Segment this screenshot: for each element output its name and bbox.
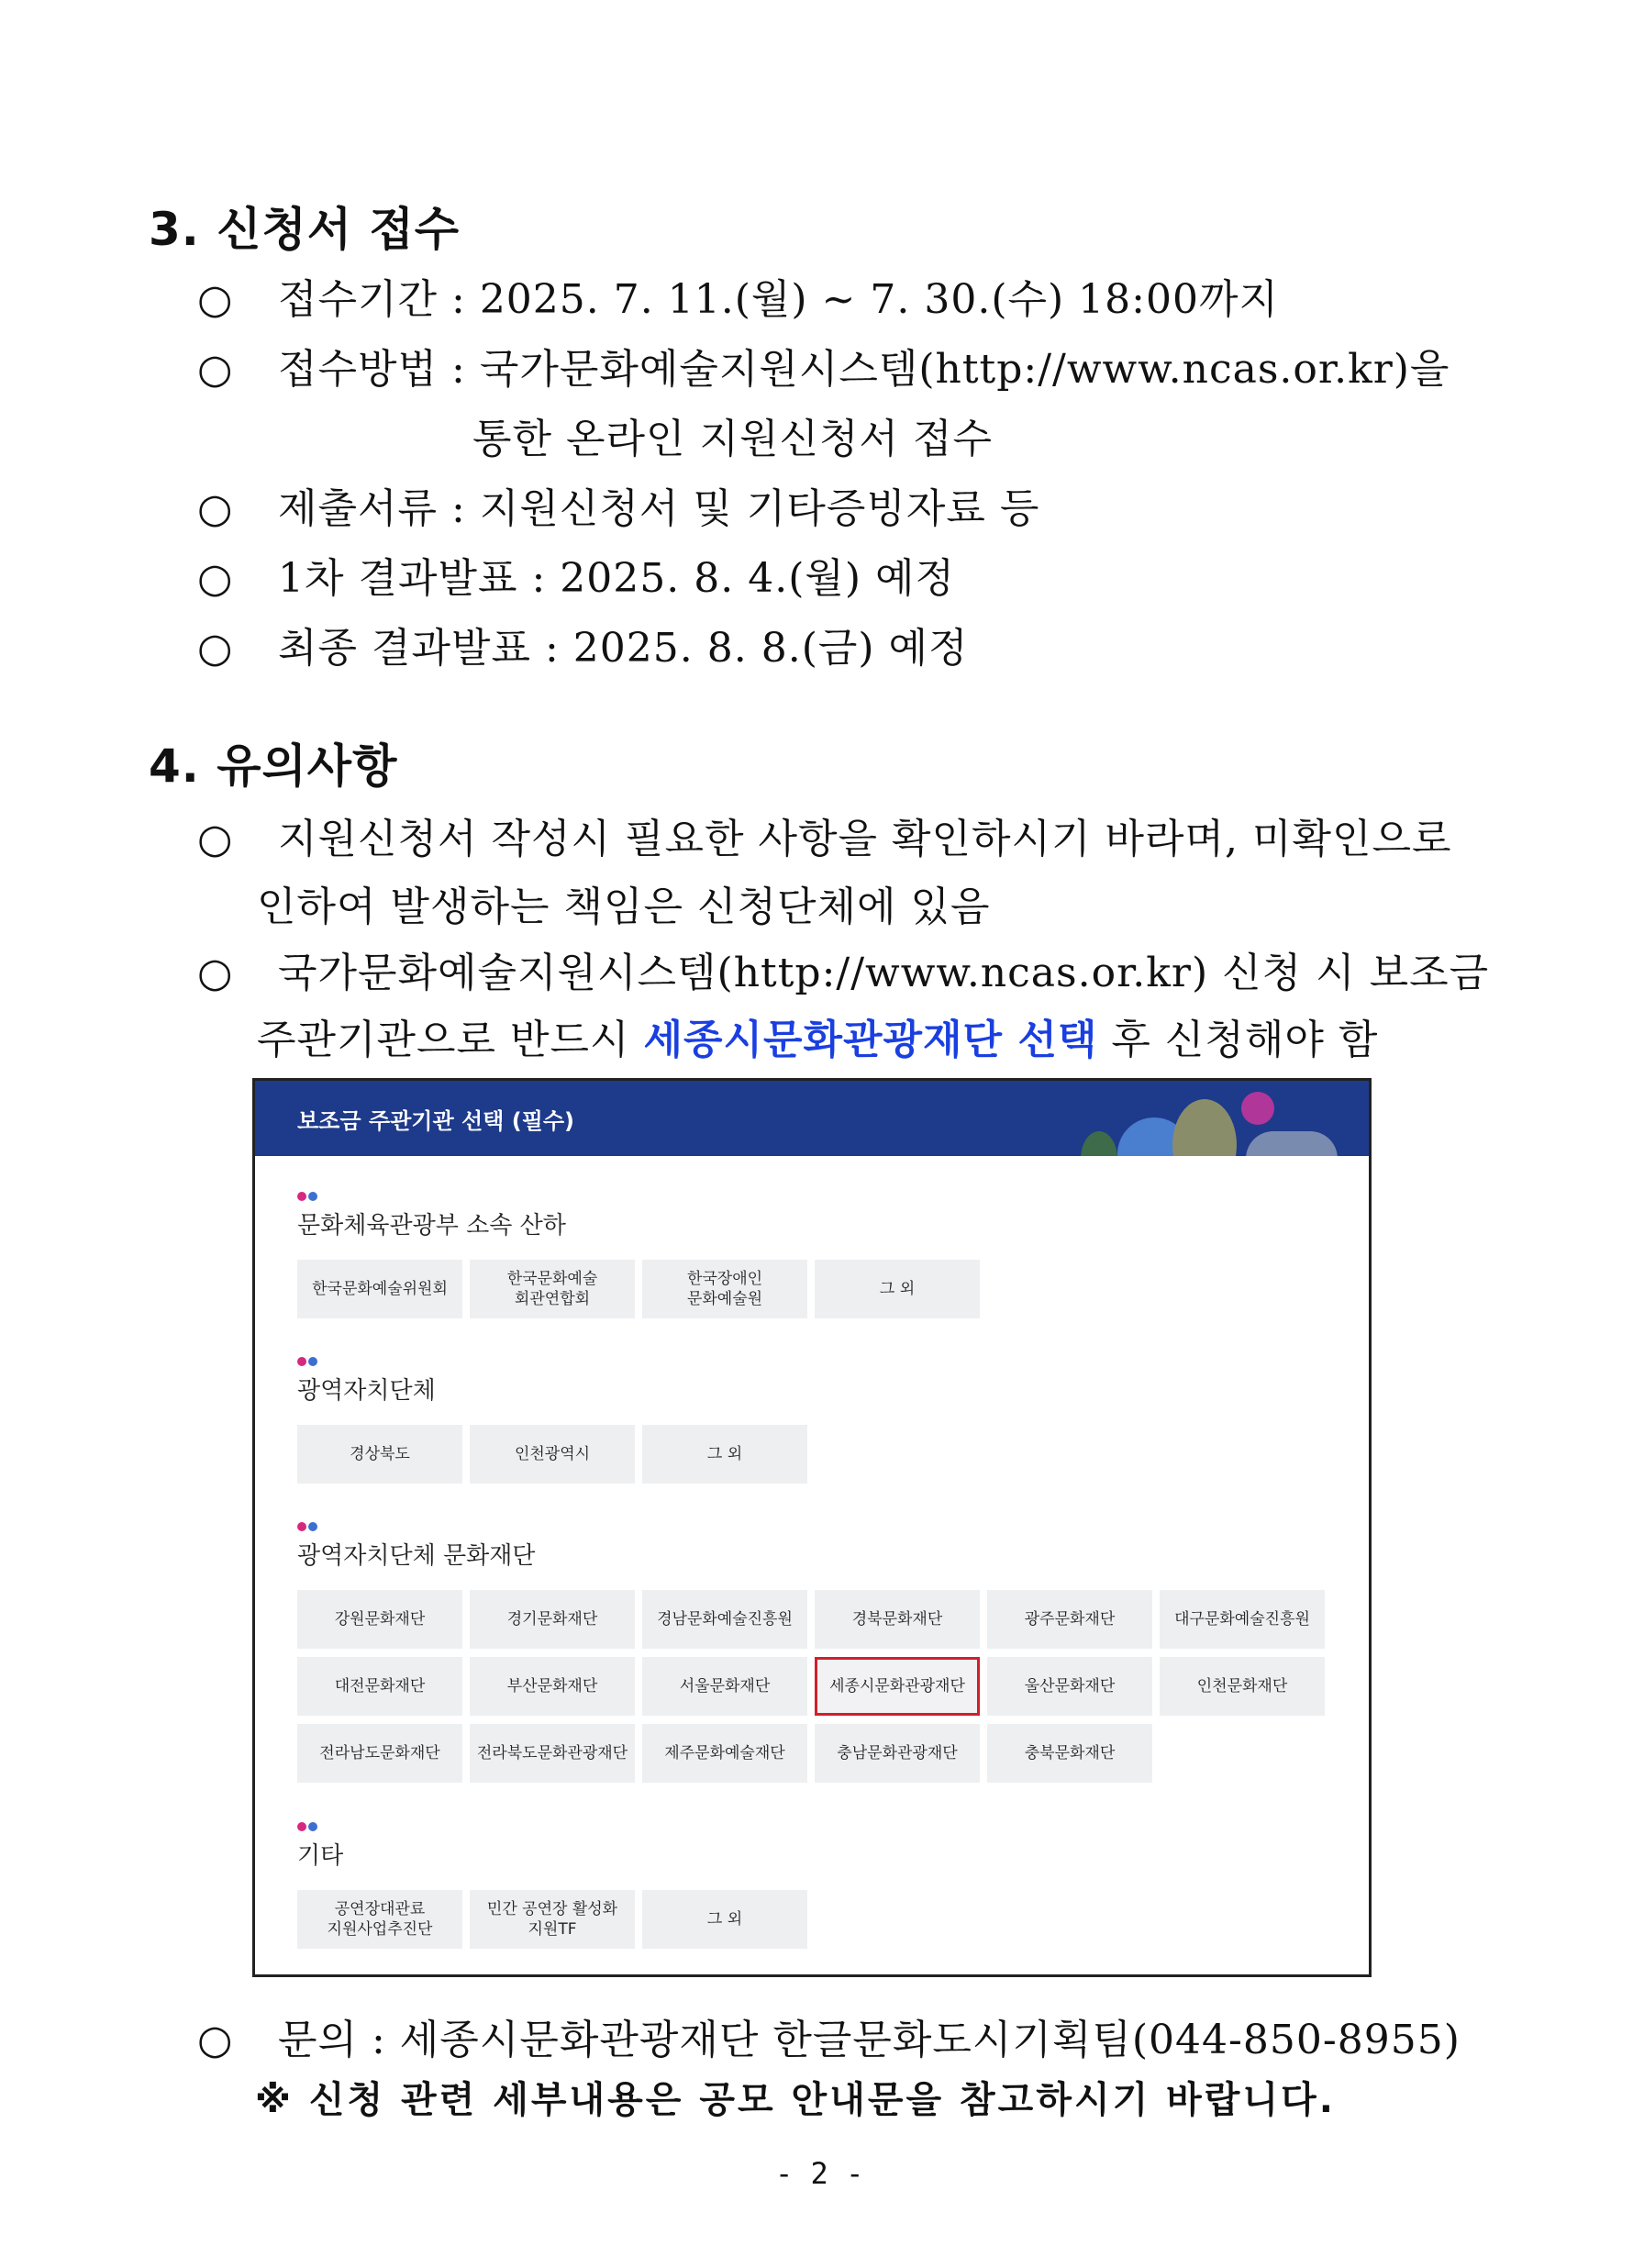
- decoration-shape: [1246, 1131, 1338, 1156]
- group-title-local-gov: 광역자치단체: [297, 1377, 436, 1405]
- option-button[interactable]: 한국장애인 문화예술원: [642, 1260, 807, 1318]
- option-button[interactable]: 민간 공연장 활성화 지원TF: [470, 1890, 635, 1949]
- option-button[interactable]: 공연장대관료 지원사업추진단: [297, 1890, 462, 1949]
- option-button[interactable]: 한국문화예술위원회: [297, 1260, 462, 1318]
- group-title-ministry: 문화체육관광부 소속 산하: [297, 1212, 566, 1240]
- option-button[interactable]: 광주문화재단: [987, 1590, 1152, 1649]
- option-button[interactable]: 충남문화관광재단: [815, 1724, 980, 1783]
- option-button[interactable]: 강원문화재단: [297, 1590, 462, 1649]
- option-button[interactable]: 울산문화재단: [987, 1657, 1152, 1716]
- option-button[interactable]: 제주문화예술재단: [642, 1724, 807, 1783]
- option-button[interactable]: 인천문화재단: [1160, 1657, 1325, 1716]
- option-button[interactable]: 경북문화재단: [815, 1590, 980, 1649]
- option-button[interactable]: 그 외: [642, 1890, 807, 1949]
- receipt-period: ○ 접수기간 : 2025. 7. 11.(월) ~ 7. 30.(수) 18:00까지: [197, 276, 1279, 323]
- section-dots: [297, 1818, 319, 1835]
- group-title-foundations: 광역자치단체 문화재단: [297, 1542, 536, 1570]
- receipt-method-cont: 통한 온라인 지원신청서 접수: [472, 416, 994, 462]
- option-button[interactable]: 한국문화예술 회관연합회: [470, 1260, 635, 1318]
- documents: ○ 제출서류 : 지원신청서 및 기타증빙자료 등: [197, 485, 1040, 532]
- section-3-title: 3. 신청서 접수: [149, 203, 461, 256]
- notice-2-cont: 주관기관으로 반드시 세종시문화관광재단 선택 후 신청해야 함: [257, 1017, 1379, 1063]
- final-result: ○ 최종 결과발표 : 2025. 8. 8.(금) 예정: [197, 625, 969, 672]
- option-button[interactable]: 경남문화예술진흥원: [642, 1590, 807, 1649]
- option-button[interactable]: 부산문화재단: [470, 1657, 635, 1716]
- decoration-shape: [1172, 1099, 1237, 1156]
- notice-2: ○ 국가문화예술지원시스템(http://www.ncas.or.kr) 신청 시 보조금: [197, 950, 1490, 996]
- notice-1: ○ 지원신청서 작성시 필요한 사항을 확인하시기 바라며, 미확인으로: [197, 816, 1452, 862]
- option-button[interactable]: 전라남도문화재단: [297, 1724, 462, 1783]
- first-result: ○ 1차 결과발표 : 2025. 8. 4.(월) 예정: [197, 555, 956, 602]
- section-dots: [297, 1352, 319, 1370]
- decoration-shape: [1081, 1131, 1117, 1156]
- option-button[interactable]: 대전문화재단: [297, 1657, 462, 1716]
- option-button[interactable]: 그 외: [815, 1260, 980, 1318]
- option-button[interactable]: 경상북도: [297, 1425, 462, 1484]
- group-title-etc: 기타: [297, 1842, 344, 1870]
- screenshot-header: [255, 1081, 1369, 1156]
- option-button[interactable]: 인천광역시: [470, 1425, 635, 1484]
- decoration-shape: [1241, 1092, 1274, 1125]
- option-button[interactable]: 경기문화재단: [470, 1590, 635, 1649]
- highlight-sejong: 세종시문화관광재단 선택: [643, 1017, 1098, 1063]
- contact: ○ 문의 : 세종시문화관광재단 한글문화도시기획팀(044-850-8955): [197, 2017, 1461, 2063]
- option-button-selected-sejong[interactable]: 세종시문화관광재단: [815, 1657, 980, 1716]
- option-button[interactable]: 서울문화재단: [642, 1657, 807, 1716]
- reference-note: ※ 신청 관련 세부내용은 공모 안내문을 참고하시기 바랍니다.: [255, 2079, 1336, 2121]
- screenshot-title: 보조금 주관기관 선택 (필수): [297, 1108, 575, 1134]
- option-button[interactable]: 대구문화예술진흥원: [1160, 1590, 1325, 1649]
- receipt-method: ○ 접수방법 : 국가문화예술지원시스템(http://www.ncas.or.kr)을: [197, 346, 1450, 393]
- page-number: - 2 -: [775, 2156, 864, 2191]
- notice-1-cont: 인하여 발생하는 책임은 신청단체에 있음: [257, 884, 991, 930]
- institution-select-screenshot: [252, 1078, 1372, 1977]
- option-button[interactable]: 충북문화재단: [987, 1724, 1152, 1783]
- option-button[interactable]: 전라북도문화관광재단: [470, 1724, 635, 1783]
- section-dots: [297, 1187, 319, 1205]
- option-button[interactable]: 그 외: [642, 1425, 807, 1484]
- section-4-title: 4. 유의사항: [149, 739, 398, 793]
- section-dots: [297, 1518, 319, 1535]
